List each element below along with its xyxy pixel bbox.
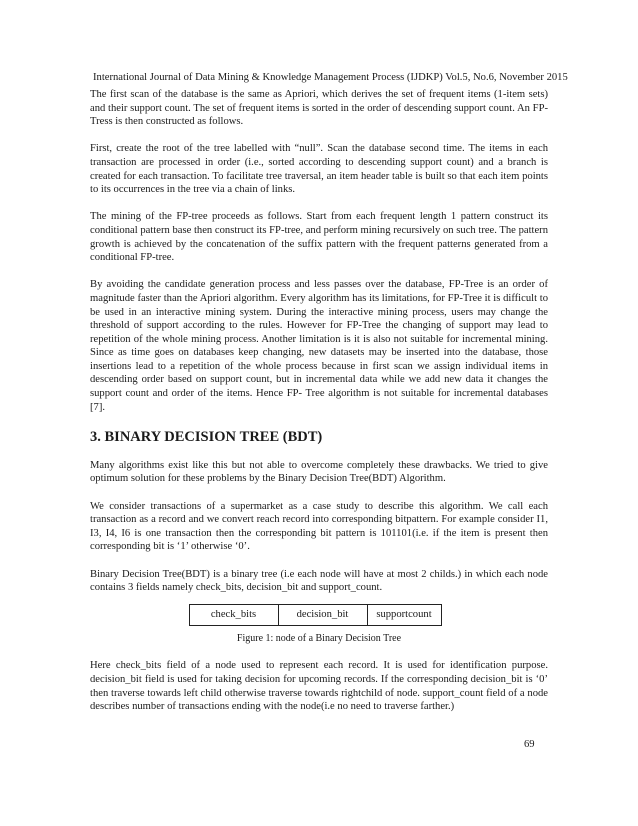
body-text [90,88,548,727]
node-fields-table [189,604,442,626]
paragraph-bdt-intro: Many algorithms exist like this but not able to overcome completely these drawbacks. We tried to give optimum solution for these problems by the Binary Decision Tree(BDT) Algorithm. [90,459,548,485]
section-title-letter-t: T [239,428,250,445]
paragraph-fp-tree-construction: First, create the root of the tree labelled with “null”. Scan the database second time. The items in each transaction are processed in order (i.e., sorted according to descending support count) and a branch is created for each transaction. To facilitate tree traversal, an item header table is built so that each item points to its occurrences in the tree via a chain of links. [90,143,548,196]
section-title-letter-b: B [104,428,115,445]
paragraph-fp-tree-mining: The mining of the FP-tree proceeds as follows. Start from each frequent length 1 pattern construct its conditional pattern base then construct its FP-tree, and perform mining recursively on such tree. The pattern growth is achieved by the concatenation of the suffix pattern with the frequent patterns generated from a conditional FP-tree. [90,211,548,264]
section-number: 3. [90,428,105,445]
paragraph-fp-tree-limitations: By avoiding the candidate generation process and less passes over the database, FP-Tree is an order of magnitude faster than the Apriori algorithm. Every algorithm has its limitations, for FP-Tree it is difficult to be used in an interactive mining system. During the interactive mining process, users may change the threshold of support according to the rules. However for FP-Tree the changing of support may lead to repetition of the whole mining process. Another limitation is it is also not suitable for incremental mining. Since as time goes on databases keep changing, new datasets may be inserted into the database, those insertions lead to a repetition of the whole process because in first scan we assign individual items in descending order based on support count, but in incremental data while we add new data it changes the support count and order of the items. Hence FP- Tree algorithm is not suitable for incremental databases [7]. [90,279,548,413]
paragraph-fp-tree-scan: The first scan of the database is the same as Apriori, which derives the set of frequent items (1-item sets) and their support count. The set of frequent items is sorted in the order of descending support count. An FP-Tress is then constructed as follows. [90,89,548,128]
section-title-part-3: REE [249,428,280,445]
paragraph-node-fields-explained: Here check_bits field of a node used to represent each record. It is used for identification purpose. decision_bit field is used for taking decision for upcoming records. If the corresponding decision_bit is ‘0’ then traverse towards left child otherwise traverse towards rightchild of node. support_count field of a node describes number of transactions ending with the node(i.e no need to traverse farther.) [90,660,548,713]
figure-node-diagram [90,604,548,626]
section-heading [90,428,548,446]
page-number: 69 [524,739,535,750]
running-header: International Journal of Data Mining & Knowledge Management Process (IJDKP) Vol.5, No.6, November 2015 [93,72,568,83]
section-title-part-1: INARY [114,428,165,445]
node-field-support-count: supportcount [367,605,441,626]
paragraph-bdt-node-fields: Binary Decision Tree(BDT) is a binary tree (i.e each node will have at most 2 childs.) in which each node contains 3 fields namely check_bits, decision_bit and support_count. [90,568,548,594]
node-fields-row [189,605,441,626]
paragraph-bdt-bitpattern: We consider transactions of a supermarket as a case study to describe this algorithm. We call each transaction as a record and we convert reach record into corresponding bitpattern. For example consider I1, I3, I4, I6 is one transaction then the corresponding bit pattern is 101101(i.e. if the item is present then corresponding bit is ‘1’ otherwise ‘0’. [90,500,548,553]
node-field-check-bits: check_bits [189,605,278,626]
section-title-part-2: ECISION [174,428,240,445]
figure-caption: Figure 1: node of a Binary Decision Tree [236,633,402,645]
section-title-suffix: (BDT) [279,428,323,445]
section-title-letter-d: D [164,428,175,445]
node-field-decision-bit: decision_bit [278,605,367,626]
